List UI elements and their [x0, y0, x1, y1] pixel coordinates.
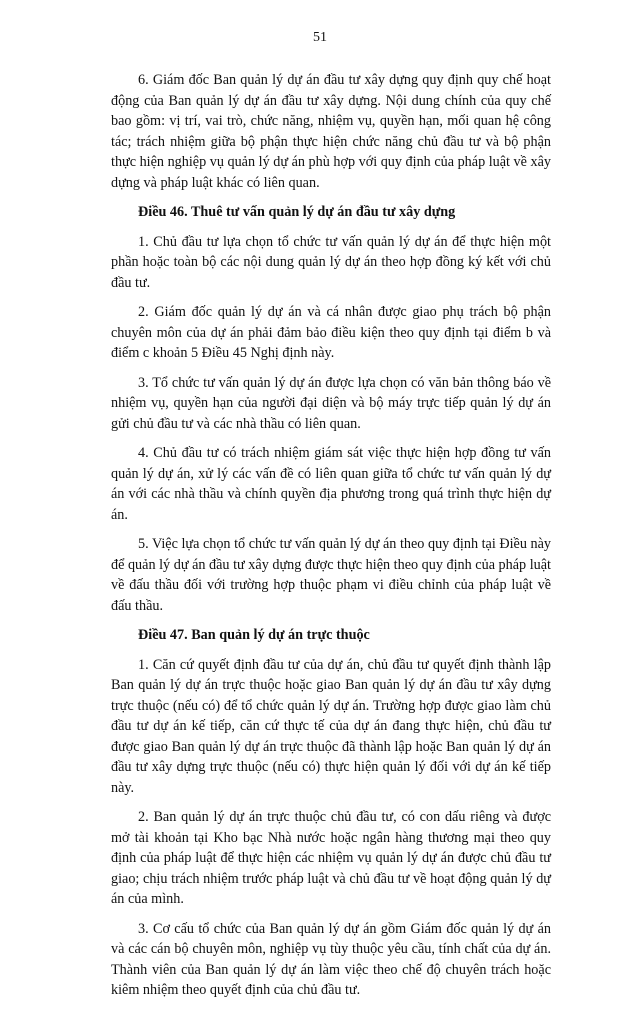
- paragraph-dieu46-khoan1: 1. Chủ đầu tư lựa chọn tổ chức tư vấn quản lý dự án để thực hiện một phần hoặc toàn bộ các nội dung quản lý dự án theo hợp đồng ký kết với chủ đầu tư.: [111, 233, 551, 291]
- paragraph-dieu45-khoan6: 6. Giám đốc Ban quản lý dự án đầu tư xây dựng quy định quy chế hoạt động của Ban quản lý dự án đầu tư xây dựng. Nội dung chính của quy chế bao gồm: vị trí, vai trò, chức năng, nhiệm vụ, quyền hạn, mối quan hệ công tác; trách nhiệm giữa bộ phận thực hiện chức năng chủ đầu tư và bộ phận thực hiện nghiệp vụ quản lý dự án phù hợp với quy định của pháp luật về xây dựng và pháp luật khác có liên quan.: [111, 72, 551, 191]
- paragraph-dieu46-khoan3: 3. Tổ chức tư vấn quản lý dự án được lựa chọn có văn bản thông báo về nhiệm vụ, quyền hạn của người đại diện và bộ máy trực tiếp quản lý dự án gửi chủ đầu tư và các nhà thầu có liên quan.: [111, 374, 551, 432]
- paragraph-dieu46-khoan5: 5. Việc lựa chọn tổ chức tư vấn quản lý dự án theo quy định tại Điều này để quản lý dự án đầu tư xây dựng được thực hiện theo quy định của pháp luật về đấu thầu đối với trường hợp thuộc phạm vi điều chỉnh của pháp luật về đấu thầu.: [111, 536, 551, 614]
- paragraph-dieu47-khoan2: 2. Ban quản lý dự án trực thuộc chủ đầu tư, có con dấu riêng và được mở tài khoản tại Kho bạc Nhà nước hoặc ngân hàng thương mại theo quy định của pháp luật để thực hiện các nhiệm vụ quản lý dự án được chủ đầu tư giao; chịu trách nhiệm trước pháp luật và chủ đầu tư về hoạt động quản lý dự án của mình.: [111, 809, 551, 907]
- paragraph-dieu46-khoan4: 4. Chủ đầu tư có trách nhiệm giám sát việc thực hiện hợp đồng tư vấn quản lý dự án, xử lý các vấn đề có liên quan giữa tổ chức tư vấn quản lý dự án với các nhà thầu và chính quyền địa phương trong quá trình thực hiện dự án.: [111, 445, 551, 523]
- paragraph-dieu47-khoan1: 1. Căn cứ quyết định đầu tư của dự án, chủ đầu tư quyết định thành lập Ban quản lý dự án trực thuộc hoặc giao Ban quản lý dự án đầu tư xây dựng trực thuộc (nếu có) để tổ chức quản lý dự án. Trường hợp được giao làm chủ đầu tư dự án kế tiếp, căn cứ thực tế của dự án đang thực hiện, chủ đầu tư được giao Ban quản lý dự án trực thuộc đã thành lập hoặc Ban quản lý dự án đầu tư xây dựng trực thuộc (nếu có) thực hiện quản lý đối với dự án kế tiếp này.: [111, 656, 551, 796]
- paragraph-dieu47-khoan3: 3. Cơ cấu tổ chức của Ban quản lý dự án gồm Giám đốc quản lý dự án và các cán bộ chuyên môn, nghiệp vụ tùy thuộc yêu cầu, tính chất của dự án. Thành viên của Ban quản lý dự án làm việc theo chế độ chuyên trách hoặc kiêm nhiệm theo quyết định của chủ đầu tư.: [111, 920, 551, 998]
- article-heading-46: Điều 46. Thuê tư vấn quản lý dự án đầu tư xây dựng: [138, 204, 456, 220]
- article-heading-47: Điều 47. Ban quản lý dự án trực thuộc: [138, 627, 370, 643]
- document-body: [111, 70, 551, 1010]
- page-number: 51: [313, 30, 327, 45]
- paragraph-dieu46-khoan2: 2. Giám đốc quản lý dự án và cá nhân được giao phụ trách bộ phận chuyên môn của dự án phải đảm bảo điều kiện theo quy định tại điểm b và điểm c khoản 5 Điều 45 Nghị định này.: [111, 304, 551, 361]
